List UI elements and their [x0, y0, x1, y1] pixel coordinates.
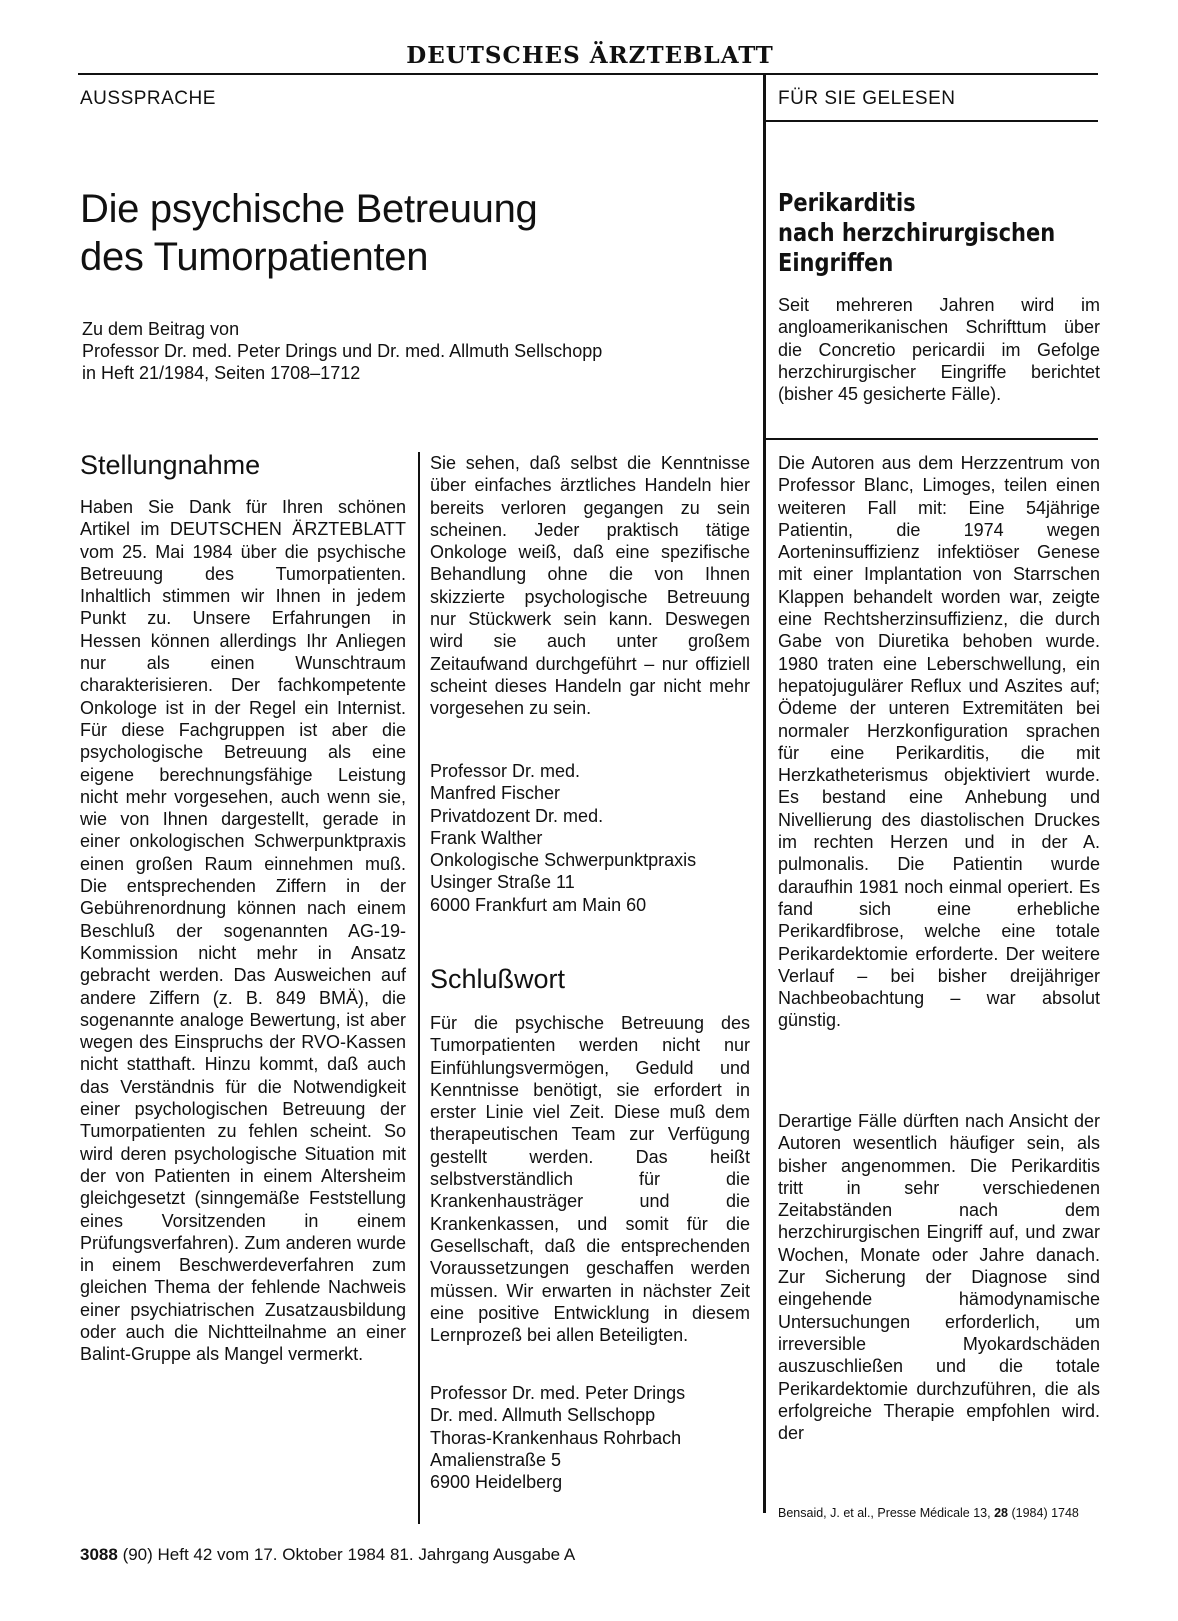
right-article-paragraph-1: Die Autoren aus dem Herzzentrum von Professor Blanc, Limoges, teilen einen weiteren Fall mit: Eine 54jährige Patientin, die 1974 wegen Aorteninsuffizienz infektiöser Genese mit einer Implantation von Starrschen Klappen behandelt worden war, zeigte eine Rechtsherzinsuffizienz, die durch Gabe von Diuretika behoben wurde. 1980 traten eine Leberschwellung, ein hepatojugulärer Reflux und Aszites auf; Ödeme der unteren Extremitäten bei normaler Herzkonfiguration sprachen für eine Perikarditis, die mit Herzkatheterismus objektiviert wurde. Es bestand eine Anhebung und Nivellierung des diastolischen Druckes im rechten Herzen und in der A. pulmonalis. Die Patientin wurde daraufhin 1981 noch einmal operiert. Es fand sich eine erhebliche Perikardfibrose, welche eine totale Perikardektomie erforderte. Der weitere Verlauf – bei bisher dreijähriger Nachbeobachtung – war absolut günstig.	[778, 453, 1100, 1031]
top-rule	[78, 73, 1098, 75]
citation-pre: Bensaid, J. et al., Presse Médicale 13,	[778, 1506, 995, 1520]
reference-line-1: Zu dem Beitrag von	[82, 319, 240, 339]
main-title	[80, 185, 720, 281]
address-line: Professor Dr. med.	[430, 761, 581, 781]
address-line: Privatdozent Dr. med.	[430, 805, 604, 826]
reference-line-2: Professor Dr. med. Peter Drings und Dr. med. Allmuth Sellschopp	[82, 341, 603, 361]
section-label-left: AUSSPRACHE	[80, 88, 216, 109]
stellungnahme-column-1	[80, 496, 406, 1366]
address-line: Manfred Fischer	[430, 783, 561, 804]
right-article-body-1	[778, 452, 1100, 1032]
reference-line-3: in Heft 21/1984, Seiten 1708–1712	[82, 363, 361, 383]
right-title-line-3: Eingriffen	[778, 248, 894, 277]
heading-schlusswort: Schlußwort	[430, 964, 566, 994]
masthead: DEUTSCHES ÄRZTEBLATT	[406, 42, 774, 69]
right-article-lead: Seit mehreren Jahren wird im angloamerikanischen Schrifttum über die Concretio pericardii im Gefolge herzchirurgischer Eingriffe berichtet (bisher 45 gesicherte Fälle).	[778, 295, 1100, 405]
citation-volume: 28	[994, 1506, 1008, 1520]
column-divider-middle	[418, 452, 420, 1524]
right-title-line-1: Perikarditis	[778, 188, 916, 217]
column-divider-main	[763, 73, 766, 1513]
issue-info: (90) Heft 42 vom 17. Oktober 1984 81. Jahrgang Ausgabe A	[122, 1545, 576, 1564]
right-article-paragraph-2: Derartige Fälle dürften nach Ansicht der Autoren wesentlich häufiger sein, als bisher angenommen. Die Perikarditis tritt in sehr verschiedenen Zeitabständen nach dem herzchirurgischen Eingriff auf, und zwar Wochen, Monate oder Jahre danach. Zur Sicherung der Diagnose sind eingehende hämodynamische Untersuchungen erforderlich, um irreversible Myokardschäden auszuschließen und die totale Perikardektomie durchzuführen, die als erfolgreiche Therapie empfohlen wird. der	[778, 1111, 1100, 1444]
page-footer	[80, 1545, 575, 1565]
address-line: Amalienstraße 5	[430, 1449, 562, 1470]
heading-stellungnahme: Stellungnahme	[80, 450, 261, 480]
address-line: Usinger Straße 11	[430, 872, 575, 893]
page-number: 3088	[80, 1545, 118, 1564]
stellungnahme-column-2	[430, 452, 750, 720]
main-title-line-1: Die psychische Betreuung	[80, 187, 538, 231]
article-reference	[82, 318, 762, 384]
right-article-body-2	[778, 1110, 1100, 1444]
address-line: Onkologische Schwerpunktpraxis	[430, 850, 697, 871]
citation-post: (1984) 1748	[1008, 1506, 1079, 1520]
schlusswort-column	[430, 1012, 750, 1346]
address-line: Frank Walther	[430, 827, 543, 848]
stellungnahme-text-1: Haben Sie Dank für Ihren schönen Artikel im DEUTSCHEN ÄRZTEBLATT vom 25. Mai 1984 über die psychische Betreuung des Tumorpatienten. Inhaltlich stimmen wir Ihnen in jedem Punkt zu. Unsere Erfahrungen in Hessen können allerdings Ihr Anliegen nur als einen Wunschtraum charakterisieren. Der fachkompetente Onkologe ist in der Regel ein Internist. Für diese Fachgruppen ist aber die psychologische Betreuung als eine eigene berechnungsfähige Leistung nicht mehr vorgesehen, auch wenn sie, wie von Ihnen dargestellt, gerade in einer onkologischen Schwerpunktpraxis einen großen Raum einnehmen muß. Die entsprechenden Ziffern in der Gebührenordnung können nach einem Beschluß der sogenannten AG-19-Kommission nicht mehr in Ansatz gebracht werden. Das Ausweichen auf andere Ziffern (z. B. 849 BMÄ), die sogenannte analoge Bewertung, ist aber wegen des Einspruchs der RVO-Kassen nicht statthaft. Hinzu kommt, daß auch das Verständnis für die Notwendigkeit einer psychologischen Betreuung der Tumorpatienten zu fehlen scheint. So wird deren psychologische Situation mit der von Patienten in einem Altersheim gleichgesetzt (sinngemäße Feststellung eines Vorsitzenden in einem Prüfungsverfahren). Zum anderen wurde in einem Beschwerdeverfahren zum gleichen Thema der fehlende Nachweis einer psychiatrischen Zusatzausbildung oder auch die Nichtteilnahme an einer Balint-Gruppe als Mangel vermerkt.	[80, 497, 406, 1365]
section-label-right: FÜR SIE GELESEN	[778, 88, 956, 109]
stellungnahme-signature	[430, 760, 696, 916]
address-line: 6000 Frankfurt am Main 60	[430, 894, 647, 915]
right-title-line-2: nach herzchirurgischen	[778, 218, 1056, 247]
right-article-title	[778, 188, 1056, 278]
schlusswort-text: Für die psychische Betreuung des Tumorpatienten werden nicht nur Einfühlungsvermögen, Geduld und Kenntnisse benötigt, sie erfordert in erster Linie viel Zeit. Diese muß dem therapeutischen Team zur Verfügung gestellt werden. Das heißt selbstverständlich für die Krankenhausträger und die Krankenkassen, und somit für die Gesellschaft, daß die entsprechenden Voraussetzungen geschaffen werden müssen. Wir erwarten in nächster Zeit eine positive Entwicklung in diesem Lernprozeß bei allen Beteiligten.	[430, 1013, 750, 1346]
address-line: 6900 Heidelberg	[430, 1472, 563, 1493]
address-line: Dr. med. Allmuth Sellschopp	[430, 1405, 656, 1426]
schlusswort-signature	[430, 1382, 685, 1493]
right-lead-rule	[765, 438, 1098, 440]
address-line: Professor Dr. med. Peter Drings	[430, 1383, 686, 1403]
right-section-rule	[765, 120, 1098, 122]
stellungnahme-text-2: Sie sehen, daß selbst die Kenntnisse über einfaches ärztliches Handeln hier bereits verloren gegangen zu sein scheinen. Jeder praktisch tätige Onkologe weiß, daß eine spezifische Behandlung ohne die von Ihnen skizzierte psychologische Betreuung nur Stückwerk sein kann. Deswegen wird sie auch unter großem Zeitaufwand durchgeführt – nur offiziell scheint dieses Handeln gar nicht mehr vorgesehen zu sein.	[430, 453, 750, 719]
citation	[778, 1505, 1100, 1521]
main-title-line-2: des Tumorpatienten	[80, 235, 429, 279]
address-line: Thoras-Krankenhaus Rohrbach	[430, 1427, 682, 1448]
